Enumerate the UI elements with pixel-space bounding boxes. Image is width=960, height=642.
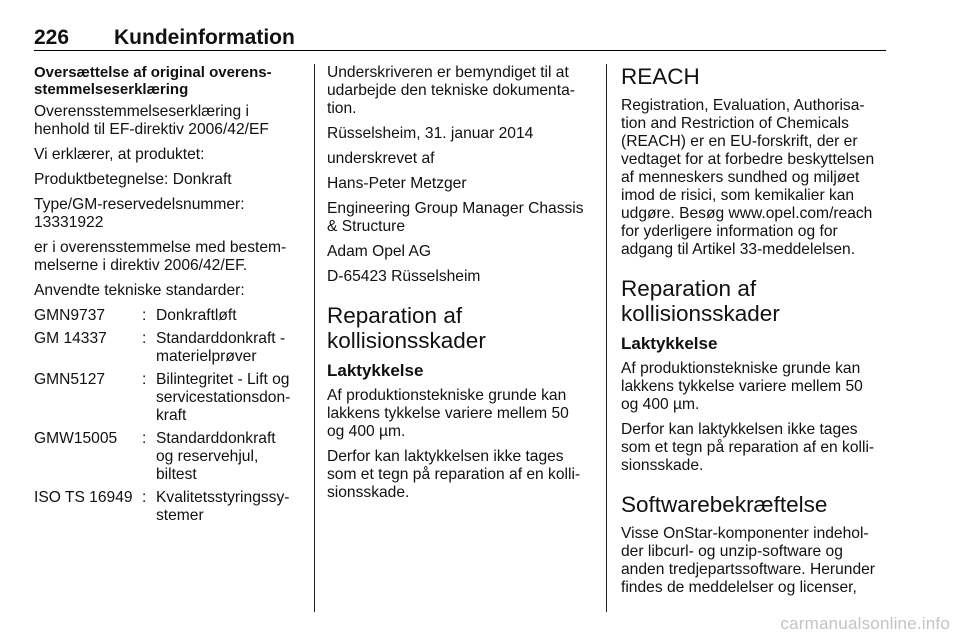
standards-row: ISO TS 16949 : Kvalitetsstyringssy- stemer (34, 489, 302, 525)
subheading-paint-thickness: Laktykkelse (327, 361, 424, 380)
standards-row: GM 14337 : Standarddonkraft - materielprøver (34, 330, 302, 366)
reach-text: Registration, Evaluation, Authorisa- tion and Restriction of Chemicals (REACH) er en EU-forskrift, der er vedtaget for at forbedre beskyttelsen af menneskers sundhed og miljøet imod de risici, som kemikalier kan udgøre. Besøg www.opel.com/reach for yderligere information og for adgang til Artikel 33-meddelelsen. (621, 97, 875, 258)
watermark-text: carmanualsonline.info (780, 614, 950, 633)
column-divider-2 (606, 64, 607, 612)
signed-by-label: underskrevet af (327, 150, 435, 167)
paint-thickness-text: Af produktionstekniske grunde kan lakkens tykkelse variere mellem 50 og 400 µm. (621, 360, 863, 413)
subheading-paint-thickness: Laktykkelse (621, 334, 718, 353)
standard-code: GMW15005 (34, 430, 118, 447)
declaration-directive: Overensstemmelseserklæring i henhold til EF-direktiv 2006/42/EF (34, 103, 269, 138)
standard-description: Standarddonkraft og reservehjul, biltest (156, 430, 276, 483)
signature-date: Rüsselsheim, 31. januar 2014 (327, 125, 534, 142)
page-number: 226 (34, 26, 70, 49)
standard-description: Bilintegritet - Lift og servicestationsdon- kraft (156, 371, 291, 424)
section-heading-software: Softwarebekræftelse (621, 492, 828, 517)
section-heading-collision-repair: Reparation af kollisionsskader (621, 276, 780, 326)
declaration-intro: Vi erklærer, at produktet: (34, 146, 205, 163)
signatory-name: Hans-Peter Metzger (327, 175, 467, 192)
paint-thickness-note: Derfor kan laktykkelsen ikke tages som et tegn på reparation af en kolli- sionsskade. (621, 421, 875, 474)
standard-code: GMN9737 (34, 307, 106, 324)
product-name: Produktbetegnelse: Donkraft (34, 171, 232, 188)
page-header (34, 26, 886, 51)
column-1 (34, 64, 302, 530)
paint-thickness-text: Af produktionstekniske grunde kan lakkens tykkelse variere mellem 50 og 400 µm. (327, 387, 569, 440)
signatory-title: Engineering Group Manager Chassis & Structure (327, 200, 584, 235)
paint-thickness-note: Derfor kan laktykkelsen ikke tages som et tegn på reparation af en kolli- sionsskade. (327, 448, 581, 501)
column-divider-1 (314, 64, 315, 612)
standard-description: Kvalitetsstyringssy- stemer (156, 489, 290, 524)
company-name: Adam Opel AG (327, 243, 432, 260)
standards-row: GMN9737 : Donkraftløft (34, 307, 302, 325)
declaration-heading: Oversættelse af original overens- stemmelseserklæring (34, 64, 272, 98)
column-2 (327, 64, 597, 509)
section-heading-collision-repair: Reparation af kollisionsskader (327, 303, 486, 353)
standards-intro: Anvendte tekniske standarder: (34, 282, 245, 299)
column-3 (621, 64, 891, 604)
standard-description: Standarddonkraft - materielprøver (156, 330, 286, 365)
standard-code: GM 14337 (34, 330, 107, 347)
software-text: Visse OnStar-komponenter indehol- der libcurl- og unzip-software og anden tredjepartssoftware. Herunder findes de meddelelser og licenser, (621, 525, 875, 596)
conformity-statement: er i overensstemmelse med bestem- melserne i direktiv 2006/42/EF. (34, 239, 287, 274)
standard-code: ISO TS 16949 (34, 489, 133, 506)
standards-row: GMN5127 : Bilintegritet - Lift og servicestationsdon- kraft (34, 371, 302, 425)
section-heading-reach: REACH (621, 64, 700, 89)
standard-description: Donkraftløft (156, 307, 237, 324)
company-address: D-65423 Rüsselsheim (327, 268, 481, 285)
standard-code: GMN5127 (34, 371, 106, 388)
standards-row: GMW15005 : Standarddonkraft og reservehjul, biltest (34, 430, 302, 484)
part-number: Type/GM-reservedelsnummer: 13331922 (34, 196, 245, 231)
signatory-authority: Underskriveren er bemyndiget til at udarbejde den tekniske dokumenta- tion. (327, 64, 575, 117)
page-title: Kundeinformation (114, 26, 295, 49)
standards-table (34, 307, 302, 525)
